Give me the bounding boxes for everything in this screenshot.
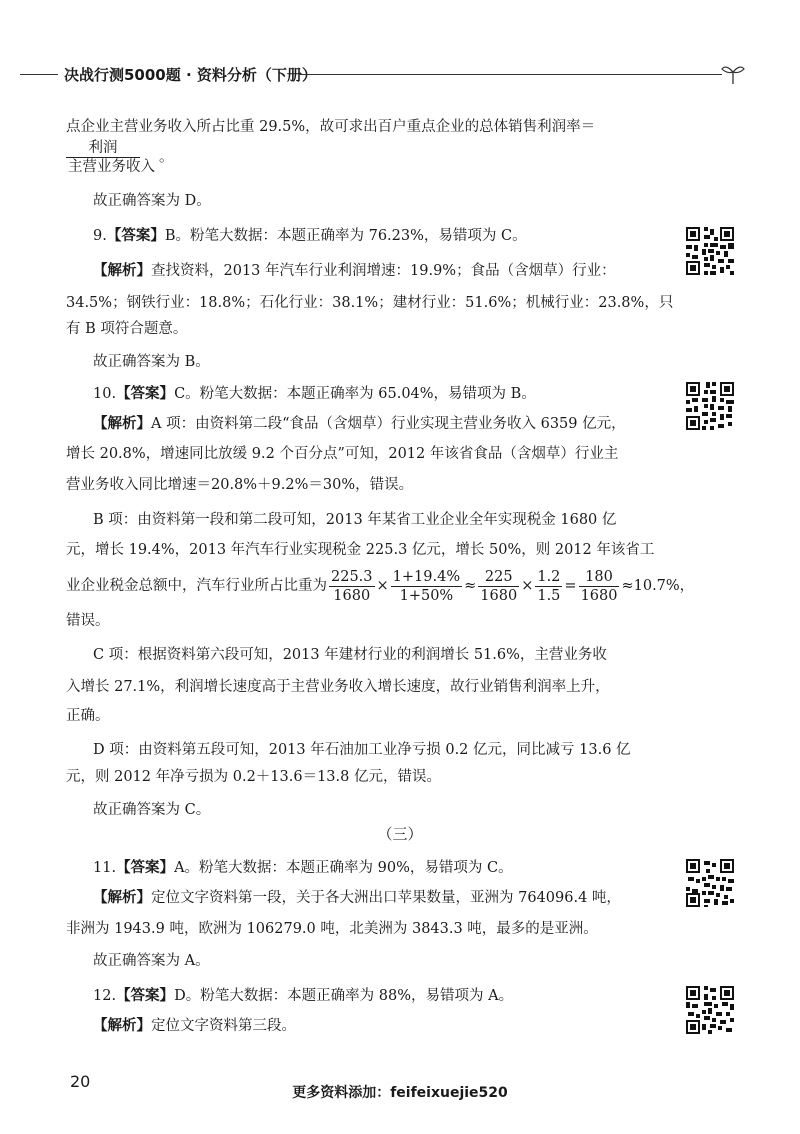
page-number: 20: [70, 1072, 91, 1091]
q10-option-a-text-1: A 项：由资料第二段“食品（含烟草）行业实现主营业务收入 6359 亿元，: [151, 416, 626, 432]
q10-option-b-result: ≈10.7%，: [621, 578, 695, 594]
q10-answer-text: C。粉笔大数据：本题正确率为 65.04%，易错项为 B。: [174, 386, 536, 402]
fraction-result: [579, 568, 620, 605]
footer-watermark-note: 更多资料添加：feifeixuejie520: [292, 1085, 508, 1101]
qr-code-icon[interactable]: [684, 225, 736, 277]
book-title: 决战行测5000题 · 资料分析（下册）: [64, 66, 317, 84]
q11-answer-line: [93, 858, 513, 878]
running-header: [0, 62, 800, 86]
q9-answer-line: [93, 226, 527, 246]
fraction-numerator: 225: [478, 568, 519, 587]
q10-number: 10.: [93, 386, 117, 402]
fraction-approx-growth: [535, 568, 562, 605]
q9-analysis-line-3: 有 B 项符合题意。: [66, 321, 188, 337]
q10-option-a-line-1: [93, 414, 626, 434]
q12-answer-tag: 【答案】: [116, 988, 175, 1004]
q10-option-b-line-4: 错误。: [66, 613, 110, 629]
fraction-denominator: 1680: [580, 587, 618, 604]
q10-option-c-line-1: C 项：根据资料第六段可知，2013 年建材行业的利润增长 51.6%，主营业务收: [93, 647, 607, 663]
fraction-growth-ratio: [391, 568, 462, 605]
fraction-denominator: 1680: [333, 587, 371, 604]
header-rule-right: [300, 74, 722, 75]
intro-fraction-line: [66, 139, 174, 176]
times-sign: ×: [521, 578, 534, 594]
q11-analysis-line-2: 非洲为 1943.9 吨，欧洲为 106279.0 吨，北美洲为 3843.3 吨，最多的是亚洲。: [66, 921, 598, 937]
fraction-numerator: 利润: [66, 139, 140, 158]
q12-answer-line: [93, 986, 513, 1006]
q10-option-d-line-1: D 项：由资料第五段可知，2013 年石油加工业净亏损 0.2 亿元，同比减亏 13.6 亿: [93, 742, 631, 758]
q11-analysis-line-1: [93, 888, 621, 908]
times-sign: ×: [376, 578, 389, 594]
q9-number: 9.: [93, 228, 107, 244]
approx-sign: ≈: [464, 578, 477, 594]
fraction-denominator: 1680: [480, 587, 518, 604]
q10-option-a-line-2: 增长 20.8%，增速同比放缓 9.2 个百分点”可知，2012 年该省食品（含烟草）行业主: [66, 446, 619, 462]
fraction-tax-share: [329, 568, 375, 605]
header-rule-left: [20, 74, 58, 75]
q10-option-d-line-2: 元，则 2012 年净亏损为 0.2＋13.6＝13.8 亿元，错误。: [66, 769, 441, 785]
q9-answer-text: B。粉笔大数据：本题正确率为 76.23%，易错项为 C。: [164, 228, 527, 244]
q10-option-b-line-3: [66, 567, 694, 605]
qr-code-icon[interactable]: [684, 984, 736, 1036]
intro-line-1: 点企业主营业务收入所占比重 29.5%，故可求出百户重点企业的总体销售利润率＝: [66, 119, 596, 135]
q10-option-b-line-2: 元，增长 19.4%，2013 年汽车行业实现税金 225.3 亿元，增长 50%，则 2012 年该省工: [66, 542, 655, 558]
q9-analysis-line-1: [93, 261, 616, 281]
section-heading: （三）: [377, 825, 423, 843]
q10-answer-line: [93, 384, 536, 404]
q12-analysis-text-1: 定位文字资料第三段。: [151, 1018, 296, 1034]
q10-answer-tag: 【答案】: [116, 386, 175, 402]
q10-option-b-text-3: 业企业税金总额中，汽车行业所占比重为: [66, 578, 327, 594]
fraction-numerator: 225.3: [331, 568, 373, 585]
q10-option-b-line-1: B 项：由资料第一段和第二段可知，2013 年某省工业企业全年实现税金 1680 亿: [93, 512, 617, 528]
q12-number: 12.: [93, 988, 117, 1004]
q10-option-c-line-2: 入增长 27.1%，利润增长速度高于主营业务收入增长速度，故行业销售利润率上升，: [66, 679, 610, 695]
q11-analysis-tag: 【解析】: [93, 890, 151, 906]
fraction-denominator: 主营业务收入: [68, 159, 155, 175]
q11-answer-tag: 【答案】: [116, 860, 175, 876]
q11-analysis-text-1: 定位文字资料第一段，关于各大洲出口苹果数量，亚洲为 764096.4 吨，: [151, 890, 621, 906]
equals-sign: =: [564, 578, 577, 594]
q12-answer-text: D。粉笔大数据：本题正确率为 88%，易错项为 A。: [174, 988, 514, 1004]
intro-answer: 故正确答案为 D。: [93, 193, 211, 209]
fraction-numerator: 1.2: [537, 568, 561, 585]
qr-code-icon[interactable]: [684, 857, 736, 909]
q9-analysis-text-1: 查找资料，2013 年汽车行业利润增速：19.9%；食品（含烟草）行业：: [151, 263, 616, 279]
fraction-denominator: 1+50%: [399, 587, 454, 604]
fraction-denominator: 1.5: [537, 587, 561, 604]
q10-analysis-tag: 【解析】: [93, 416, 151, 432]
q9-analysis-line-2: 34.5%；钢铁行业：18.8%；石化行业：38.1%；建材行业：51.6%；机械行业：23.8%，只: [66, 295, 674, 311]
q10-conclusion: 故正确答案为 C。: [93, 802, 211, 818]
q12-analysis-tag: 【解析】: [93, 1018, 151, 1034]
q9-conclusion: 故正确答案为 B。: [93, 354, 210, 370]
qr-code-icon[interactable]: [684, 380, 736, 432]
fraction-numerator: 180: [579, 568, 620, 587]
q9-answer-tag: 【答案】: [106, 228, 165, 244]
fraction-numerator: 1+19.4%: [392, 568, 461, 585]
fraction-approx-share: [478, 568, 519, 605]
q11-conclusion: 故正确答案为 A。: [93, 953, 210, 969]
q11-answer-text: A。粉笔大数据：本题正确率为 90%，易错项为 C。: [174, 860, 513, 876]
q9-analysis-tag: 【解析】: [93, 263, 151, 279]
q11-number: 11.: [93, 860, 117, 876]
profit-ratio-fraction: [66, 139, 157, 176]
q12-analysis-line-1: [93, 1016, 296, 1036]
fraction-end: 。: [159, 149, 174, 166]
sprout-icon: [720, 60, 746, 86]
q10-option-a-line-3: 营业务收入同比增速＝20.8%＋9.2%＝30%，错误。: [66, 477, 414, 493]
q10-option-c-line-3: 正确。: [66, 708, 110, 724]
